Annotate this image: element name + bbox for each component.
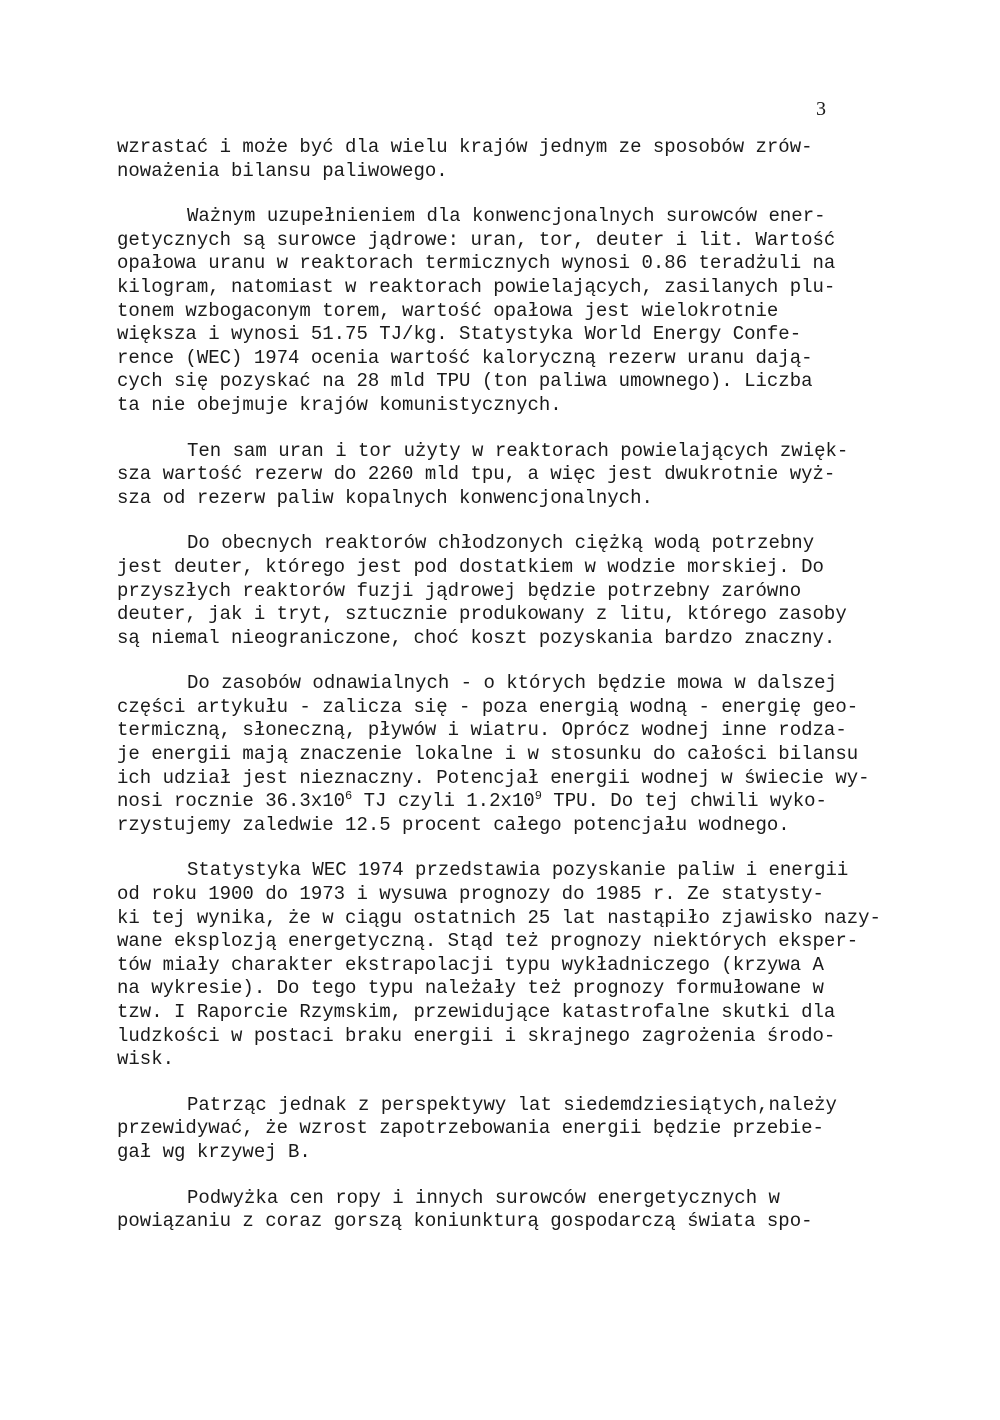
text-line: tonem wzbogaconym torem, wartość opałowa jest wielokrotnie [117, 299, 779, 322]
text-line: termiczną, słoneczną, pływów i wiatru. Oprócz wodnej inne rodza- [117, 719, 847, 742]
text-line: sza wartość rezerw do 2260 mld tpu, a więc jest dwukrotnie wyż- [117, 463, 836, 486]
text-line: cych się pozyskać na 28 mld TPU (ton paliwa umownego). Liczba [117, 370, 813, 393]
text-line: powiązaniu z coraz gorszą koniunkturą gospodarczą świata spo- [117, 1210, 813, 1233]
text-line: Ważnym uzupełnieniem dla konwencjonalnych surowców ener- [187, 205, 826, 228]
text-line: ludzkości w postaci braku energii i skrajnego zagrożenia środo- [117, 1024, 836, 1047]
text-line: noważenia bilansu paliwowego. [117, 159, 448, 182]
paragraph-4 [117, 532, 897, 650]
text-line: są niemal nieograniczone, choć koszt pozyskania bardzo znaczny. [117, 626, 836, 649]
text-line: większa i wynosi 51.75 TJ/kg. Statystyka World Energy Confe- [117, 323, 802, 346]
text-line: ki tej wynika, że w ciągu ostatnich 25 lat nastąpiło zjawisko nazy- [117, 906, 881, 929]
text-line: Podwyżka cen ropy i innych surowców energetycznych w [187, 1186, 780, 1209]
text-segment: nosi rocznie 36.3x10 [117, 790, 346, 813]
text-line: wzrastać i może być dla wielu krajów jednym ze sposobów zrów- [117, 136, 813, 158]
text-line: ich udział jest nieznaczny. Potencjał energii wodnej w świecie wy- [117, 766, 870, 789]
text-line: Do zasobów odnawialnych - o których będzie mowa w dalszej [187, 672, 837, 695]
paragraph-6 [117, 859, 897, 1071]
body-text [117, 136, 897, 1234]
paragraph-8 [117, 1187, 897, 1234]
exponent: 6 [345, 789, 353, 804]
paragraph-3 [117, 440, 897, 511]
text-line-with-exponents [117, 790, 897, 814]
text-line: opałowa uranu w reaktorach termicznych wynosi 0.86 teradżuli na [117, 252, 836, 275]
page-number: 3 [816, 98, 826, 120]
text-line: ta nie obejmuje krajów komunistycznych. [117, 393, 562, 416]
text-line: rence (WEC) 1974 ocenia wartość kaloryczną rezerw uranu dają- [117, 346, 813, 369]
paragraph-1 [117, 136, 897, 183]
text-line: sza od rezerw paliw kopalnych konwencjonalnych. [117, 486, 653, 509]
text-line: gał wg krzywej B. [117, 1140, 311, 1163]
text-line: tów miały charakter ekstrapolacji typu wykładniczego (krzywa A [117, 953, 824, 976]
text-segment: TJ czyli 1.2x10 [352, 790, 535, 813]
text-line: części artykułu - zalicza się - poza energią wodną - energię geo- [117, 695, 859, 718]
exponent: 9 [534, 789, 542, 804]
text-line: wane eksplozją energetyczną. Stąd też prognozy niektórych eksper- [117, 930, 859, 953]
paragraph-2 [117, 205, 897, 417]
text-line: rzystujemy zaledwie 12.5 procent całego potencjału wodnego. [117, 813, 790, 836]
text-line: deuter, jak i tryt, sztucznie produkowany z litu, którego zasoby [117, 603, 847, 626]
text-line: jest deuter, którego jest pod dostatkiem w wodzie morskiej. Do [117, 555, 824, 578]
text-line: od roku 1900 do 1973 i wysuwa prognozy do 1985 r. Ze statysty- [117, 883, 824, 906]
text-line: kilogram, natomiast w reaktorach powielających, zasilanych plu- [117, 275, 836, 298]
text-line: Ten sam uran i tor użyty w reaktorach powielających zwięk- [187, 439, 849, 462]
text-line: tzw. I Raporcie Rzymskim, przewidujące katastrofalne skutki dla [117, 1001, 836, 1023]
text-line: getycznych są surowce jądrowe: uran, tor, deuter i lit. Wartość [117, 228, 836, 251]
text-segment: TPU. Do tej chwili wyko- [541, 790, 827, 813]
text-line: przyszłych reaktorów fuzji jądrowej będzie potrzebny zarówno [117, 579, 802, 602]
text-line: wisk. [117, 1048, 175, 1071]
text-line: przewidywać, że wzrost zapotrzebowania energii będzie przebie- [117, 1117, 824, 1140]
text-line: je energii mają znaczenie lokalne i w stosunku do całości bilansu [117, 743, 859, 766]
paragraph-5 [117, 672, 897, 837]
text-line: Do obecnych reaktorów chłodzonych ciężką wodą potrzebny [187, 532, 815, 555]
paragraph-7 [117, 1094, 897, 1165]
text-line: na wykresie). Do tego typu należały też prognozy formułowane w [117, 977, 824, 1000]
text-line: Patrząc jednak z perspektywy lat siedemdziesiątych,należy [187, 1093, 837, 1116]
text-line: Statystyka WEC 1974 przedstawia pozyskanie paliw i energii [187, 859, 849, 882]
